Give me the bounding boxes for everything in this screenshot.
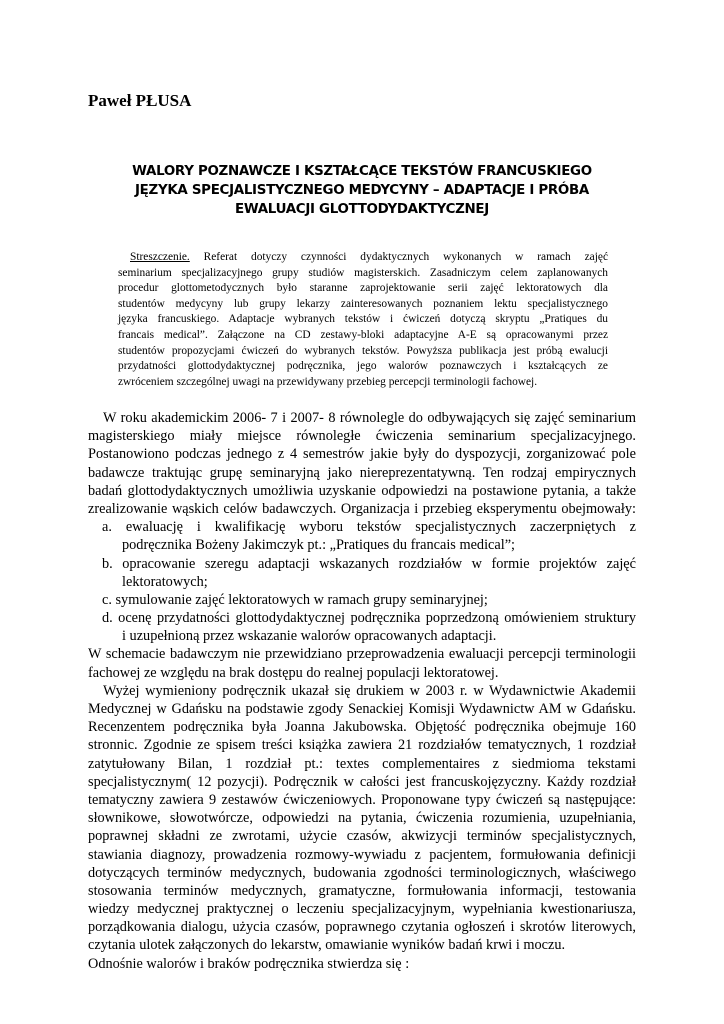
- list-item-continuation: podręcznika Bożeny Jakimczyk pt.: „Pratiques du francais medical”;: [122, 537, 516, 554]
- paragraph-line: stronnic. Zgodnie ze spisem treści książka zawiera 21 rozdziałów tematycznych, 1 rozdział: [88, 737, 636, 754]
- paragraph-line: wiedzy medycznej praktycznej o leczeniu specjalizacyjnym, wypełniania kwestionariusza,: [88, 901, 636, 918]
- abstract-line: francais medical”. Załączone na CD zestawy-bloki adaptacyjne A-E są opracowanymi przez: [118, 328, 608, 341]
- abstract: [118, 250, 608, 390]
- abstract-line: zwróceniem szczególnej uwagi na przewidywany przebieg percepcji terminologii fachowej.: [118, 375, 538, 388]
- paragraph-line: zrealizowanie wąskich celów badawczych. Organizacja i przebieg eksperymentu obejmowały:: [88, 500, 636, 517]
- paragraph-line: specjalistycznym( 12 pozycji). Podręcznik w całości jest francuskojęzyczny. Każdy rozdział: [88, 773, 636, 790]
- paragraph-line: Recenzentem podręcznika była Joanna Jakubowska. Objętość podręcznika obejmuje 160: [88, 719, 636, 736]
- paragraph-line: poprawnej składni ze zwrotami, użycie czasów, akwizycji terminów specjalistycznych,: [88, 828, 636, 845]
- paragraph-line: badawcze traktując grupę seminaryjną jako niereprezentatywną. Ten rodzaj empirycznych: [88, 464, 636, 481]
- paper-title: [88, 162, 636, 219]
- list-item-continuation: i uzupełnioną przez wskazanie walorów opracowanych adaptacji.: [122, 628, 497, 645]
- paragraph-line: W schemacie badawczym nie przewidziano przeprowadzenia ewaluacji percepcji terminologii: [88, 646, 636, 663]
- list-item: c. symulowanie zajęć lektoratowych w ramach grupy seminaryjnej;: [102, 591, 488, 608]
- paragraph-line: badań glottodydaktycznych umożliwia uzyskanie odpowiedzi na postawione pytania, a także: [88, 482, 636, 499]
- paragraph-line: fachowej ze względu na brak dostępu do realnej populacji lektoratowej.: [88, 664, 499, 681]
- paragraph-line: W roku akademickim 2006- 7 i 2007- 8 równolegle do odbywających się zajęć seminarium: [103, 410, 636, 426]
- abstract-line: języka francuskiego. Adaptacje wybranych tekstów i ćwiczeń dotyczą skryptu „Pratiques du: [118, 313, 608, 326]
- paragraph-line: słownikowe, słowotwórcze, odpowiedzi na pytania, ćwiczenia rozumienia, uzupełniania,: [88, 810, 636, 827]
- abstract-line: [118, 250, 608, 266]
- paragraph-line: Wyżej wymieniony podręcznik ukazał się drukiem w 2003 r. w Wydawnictwie Akademii: [103, 682, 636, 699]
- title-line: WALORY POZNAWCZE I KSZTAŁCĄCE TEKSTÓW FRANCUSKIEGO: [132, 164, 592, 179]
- paragraph-line: Odnośnie walorów i braków podręcznika stwierdza się :: [88, 955, 410, 972]
- paragraph-line: Medycznej w Gdańsku na podstawie zgody Senackiej Komisji Wydawnictw AM w Gdańsku.: [88, 701, 636, 717]
- list-item: b. opracowanie szeregu adaptacji wskazanych rozdziałów w formie projektów zajęć: [102, 555, 636, 572]
- paragraph-line: tematyczny zawiera 9 zestawów ćwiczeniowych. Proponowane typy ćwiczeń są następujące:: [88, 791, 636, 808]
- paragraph-line: stawiania diagnozy, prowadzenia rozmowy-wywiadu z pacjentem, formułowania definicji: [88, 846, 636, 863]
- paragraph-line: magisterskiego miały miejsce równoległe ćwiczenia seminarium specjalizacyjnego.: [88, 428, 636, 445]
- paragraph-line: Postanowiono podczas jednego z 4 semestrów jakie były do dyspozycji, zorganizować pole: [88, 446, 636, 463]
- paragraph-line: zatytułowany Bilan, 1 rozdział pt.: textes complementaires z siedmioma tekstami: [88, 755, 636, 772]
- list-item-continuation: lektoratowych;: [122, 573, 208, 590]
- abstract-line: przydatności glottodydaktycznej podręcznika, jego walorów poznawczych i kształcących ze: [118, 360, 608, 373]
- abstract-label: Streszczenie.: [130, 251, 190, 263]
- abstract-line: studentów medycyny lub grupy lekarzy zainteresowanych poznaniem lektu specjalistycznego: [118, 297, 608, 310]
- list-item: a. ewaluację i kwalifikację wyboru tekstów specjalistycznych zaczerpniętych z: [102, 519, 636, 536]
- abstract-text: Referat dotyczy czynności dydaktycznych wykonanych w ramach zajęć: [189, 251, 608, 263]
- title-line: EWALUACJI GLOTTODYDAKTYCZNEJ: [235, 202, 489, 217]
- paragraph-line: stosowania terminów medycznych, gramatyczne, formułowania informacji, testowania: [88, 882, 636, 899]
- title-line: JĘZYKA SPECJALISTYCZNEGO MEDYCYNY – ADAPTACJE I PRÓBA: [135, 183, 589, 198]
- author-name: Paweł PŁUSA: [88, 91, 192, 110]
- abstract-line: seminarium specjalizacyjnego grupy studiów magisterskich. Zasadniczym celem zaplanowanych: [118, 266, 608, 279]
- list-item: d. ocenę przydatności glottodydaktycznej podręcznika poprzedzoną omówieniem struktury: [102, 610, 636, 627]
- paragraph-line: dotyczących terminów medycznych, budowania zgodności terminologicznych, właściwego: [88, 864, 636, 881]
- abstract-line: studentów propozycjami ćwiczeń do wybranych tekstów. Powyższa publikacja jest próbą ewalucji: [118, 344, 608, 357]
- paragraph-line: czytania ulotek załączonych do lekarstw, omawianie wyników badań krwi i moczu.: [88, 937, 566, 954]
- paragraph-line: porządkowania dialogu, użycia czasów, poprawnego czytania ogłoszeń i skrotów literowych,: [88, 919, 636, 936]
- body-text: [88, 409, 636, 973]
- abstract-line: procedur glottometodycznych było staranne zaprojektowanie serii zajęć lektoratowych dla: [118, 282, 608, 295]
